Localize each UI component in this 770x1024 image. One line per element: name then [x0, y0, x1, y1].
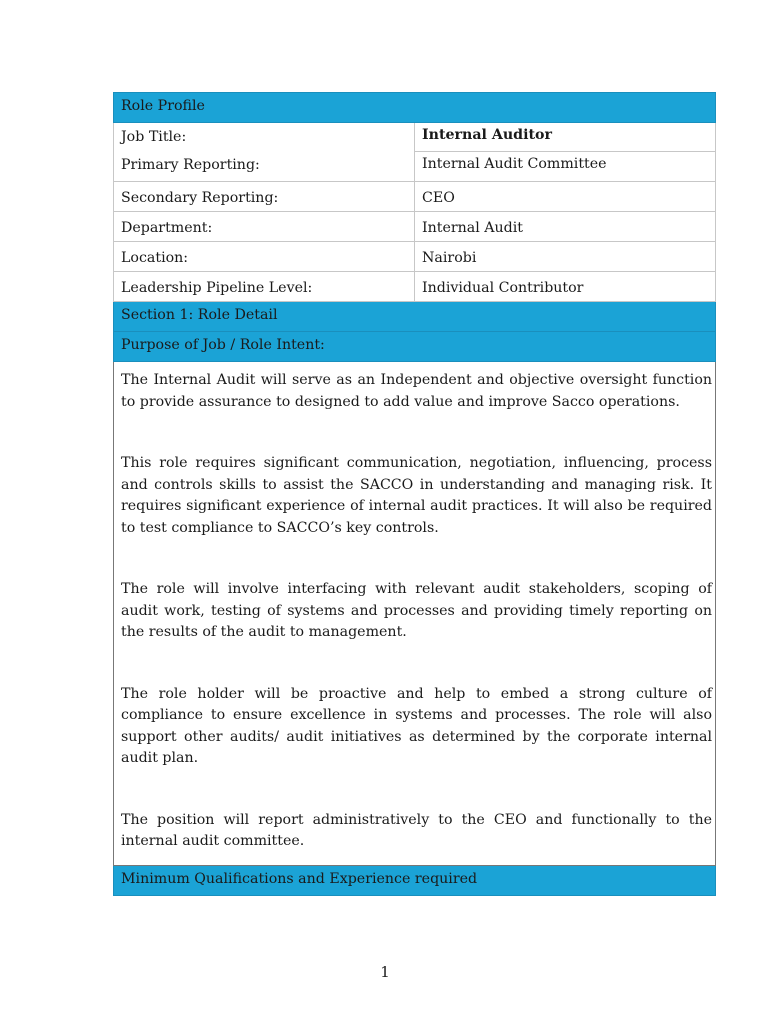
table-row [114, 182, 716, 212]
job-title-label: Job Title: [121, 129, 187, 145]
purpose-paragraph: This role requires significant communication, negotiation, influencing, process and controls skills to assist the SACCO in understanding and managing risk. It requires significant experience of internal audit practices. It will also be required to test compliance to SACCO’s key controls. [121, 455, 712, 536]
primary-reporting-value: Internal Audit Committee [422, 156, 607, 172]
role-profile-header: Role Profile [114, 93, 716, 123]
purpose-body [114, 362, 716, 866]
purpose-paragraph: The Internal Audit will serve as an Independent and objective oversight function to provide assurance to designed to add value and improve Sacco operations. [121, 372, 712, 410]
role-profile-table [113, 92, 716, 896]
job-title-values [415, 123, 716, 182]
job-title-labels [114, 123, 415, 182]
secondary-reporting-label: Secondary Reporting: [114, 182, 415, 212]
purpose-header: Purpose of Job / Role Intent: [114, 332, 716, 362]
secondary-reporting-value: CEO [415, 182, 716, 212]
department-value: Internal Audit [415, 212, 716, 242]
location-label: Location: [114, 242, 415, 272]
table-row [114, 242, 716, 272]
location-value: Nairobi [415, 242, 716, 272]
table-row [114, 272, 716, 302]
job-title-value: Internal Auditor [415, 123, 715, 152]
leadership-pipeline-label: Leadership Pipeline Level: [114, 272, 415, 302]
page-number: 1 [380, 963, 390, 981]
table-row [114, 212, 716, 242]
leadership-pipeline-value: Individual Contributor [415, 272, 716, 302]
primary-reporting-label: Primary Reporting: [121, 157, 260, 173]
qualifications-header: Minimum Qualifications and Experience required [114, 865, 716, 895]
purpose-paragraph: The position will report administratively to the CEO and functionally to the internal audit committee. [121, 811, 712, 849]
section1-header: Section 1: Role Detail [114, 302, 716, 332]
department-label: Department: [114, 212, 415, 242]
purpose-paragraph: The role holder will be proactive and help to embed a strong culture of compliance to ensure excellence in systems and processes. The role will also support other audits/ audit initiatives as determined by the corporate internal audit plan. [121, 685, 712, 766]
purpose-paragraph: The role will involve interfacing with relevant audit stakeholders, scoping of audit work, testing of systems and processes and providing timely reporting on the results of the audit to management. [121, 581, 712, 640]
